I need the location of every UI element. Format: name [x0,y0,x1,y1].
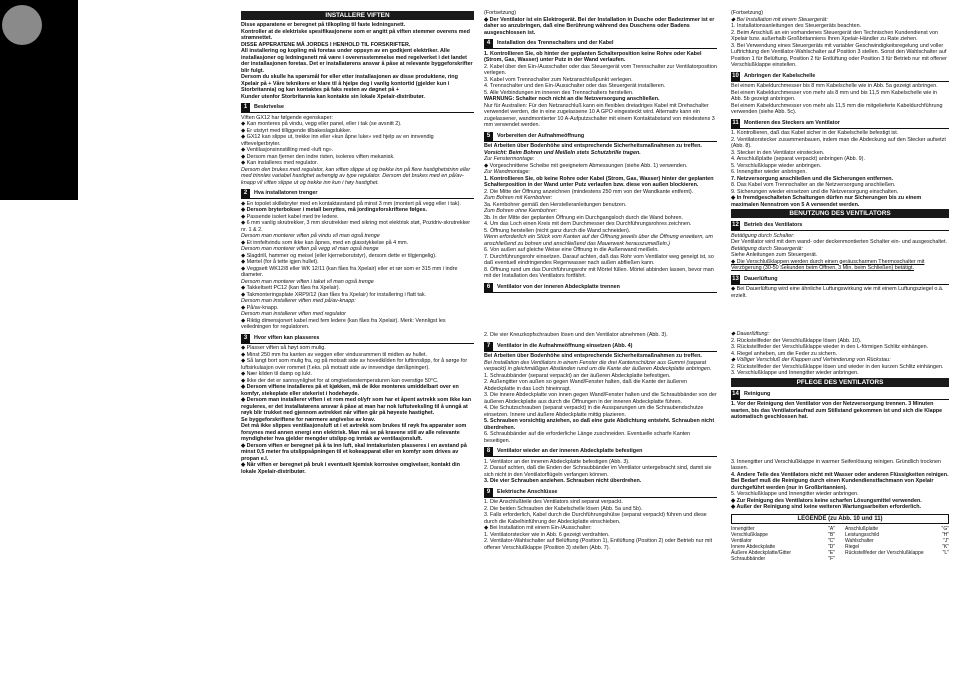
paragraph: 3. Falls erforderlich, Kabel durch die Durchführungshülse (separat verpackt) führen und diese durch die Kabelhinführung der Abdeckplatte einschieben. [484,512,707,525]
legend-key: Riegel [845,543,860,550]
paragraph: ◆ Et innfeltvindu som ikke kan åpnes, med en glasstykkelse på 4 mm. [241,239,409,246]
paragraph: ◆ Zur Reinigung des Ventilators keine scharfen Lösungsmittel verwenden. [731,497,922,504]
legend-key: Anschlußplatte [845,525,879,532]
legend-row [845,550,949,556]
section-title: Ventilator von der inneren Abdeckplatte trennen [497,283,620,290]
section-number: 5 [484,132,493,141]
section-title: Elektrische Anschlüsse [497,488,558,495]
paragraph: 6. Schraubbänder auf die erforderliche Länge zuschneiden. Eventuelle scharfe Kanten beseitigen. [484,431,691,444]
section-title: Ventilator in die Aufnahmeöffnung einsetzen (Abb. 4) [497,342,633,349]
section-number: 1 [241,103,250,112]
section-title: Hvor viften kan plasseres [254,334,320,341]
paragraph: Dersom den brukes med regulator, kan viften slippe ut og trekke inn på flere hastighetstrinn eller med trinnløs variabel hastighet avhengig av type regulator. Dersom det brukes med en på/av-knapp vil viften slippe ut og trekke inn kun i høy hastighet. [241,166,471,186]
section-number: 6 [484,283,493,292]
section-banner: INSTALLERE VIFTEN [241,11,474,20]
paragraph: 8. Öffnung rund um das Durchführungsrohr mit Mörtel füllen. Mörtel abbinden lassen, bevor man mit der Installation des Ventilators fortfährt. [484,266,714,279]
paragraph: ◆ Bei Installation mit einem Ein-/Ausschalter: [484,525,592,531]
section-heading [241,103,474,113]
section-title: Beskrivelse [254,104,284,111]
paragraph: 5. Schrauben vorsichtig anziehen, so daß eine gute Abdichtung entsteht. Schrauben nicht überdrehen. [484,418,715,431]
section-number: 13 [732,275,739,282]
paragraph: Bei einem Kabeldurchmesser von mehr als 8 mm und bis 11,5 mm Kabelschelle wie in Abb. 5b gezeigt anbringen. [731,89,938,102]
paragraph: ◆ Außer der Reinigung sind keine weiteren Wartungsarbeiten erforderlich. [731,504,922,510]
paragraph: 4. Um das Loch einen Kreis mit dem Durchmesser des Durchführungsrohres zeichnen. [484,221,692,227]
paragraph: 6. Von außen auf gleiche Weise eine Öffnung in die Außenwand meißeln. [484,247,659,253]
paragraph: Bei einem Kabeldurchmesser bis 8 mm Kabelschelle wie in Abb. 5a gezeigt anbringen. [731,83,938,89]
section-title: Montieren des Steckers am Ventilator [744,119,840,126]
paragraph: Zum Bohren mit Kernbohrer: [484,195,553,201]
paragraph: ◆ Er utstyrt med tilliggende tilbakeslagslukker. [241,127,352,134]
paragraph: 6. Innengitter wieder anbringen. [731,169,807,175]
paragraph: ◆ Bei Installation mit einem Steuergerät: [731,16,828,23]
section-heading [484,283,717,293]
paragraph: ◆ 6 mm vanlig skrutrekker, 3 mm skrutrekker med sikring mot elektrisk støt, Pozidriv-skrutrekker nr. 1 & 2. [241,220,471,233]
paragraph: ◆ Der Ventilator ist ein Elektrogerät. Bei der Installation in Dusche oder Badezimmer ist er daher so anzubringen, daß eine Berührung während des Duschens oder Badens ausgeschlossen ist. [484,16,715,36]
paragraph: 7. Durchführungsrohr einsetzen. Darauf achten, daß das Rohr vom Ventilator weg geneigt ist, so daß eventuell eindringendes Regenwasser nach außen abfließen kann. [484,253,714,266]
paragraph: ◆ Nær kilden til damp og lukt. [241,371,312,377]
section-number: 10 [732,72,739,79]
paragraph: Betätigung durch Schalter: [731,232,795,239]
section-number: 11 [732,119,739,126]
intro-para: Disse apparatene er beregnet på tilkopling til faste ledningsnett. [241,22,406,28]
paragraph: ◆ Die Verschlußklappen werden durch einen geräuscharmen Thermoschalter mit Verzögerung (30-50 Sekunden beim Öffnen, 3 Min. beim Schließen) betätigt. [731,258,925,271]
section-heading [241,334,474,344]
paragraph: ◆ Mørtel (for å tette igjen hullet). [241,259,319,265]
legend-letter: "K" [942,543,949,550]
paragraph: Wenn erforderlich ein Stück vom Kanten auf der Öffnung jeweils über die Öffnung erweitern, um anschließend zu bohren und anschließend das Mauerwerk herauszumeißeln.) [484,234,713,247]
paragraph: 2. Rückstellfeder der Verschlußklappe lösen und wieder in den kurzen Schlitz einhängen. [731,363,944,370]
paragraph: 2. Außengitter von außen so gegen Wand/Fenster halten, daß die Kante der äußeren Abdeckplatte in das Loch hineinragt. [484,379,687,392]
section-heading [484,39,717,49]
paragraph: 3b. In der Mitte der geplanten Öffnung ein Durchgangsloch durch die Wand bohren. [484,214,683,221]
paragraph: 5. Verschlußklappe und Innengitter wieder anbringen. [731,491,859,497]
section-heading [731,275,949,285]
paragraph: ◆ Völliger Verschluß der Klappen und Verhinderung von Rückstau: [731,357,891,363]
paragraph: Zur Wandmontage: [484,169,531,175]
paragraph: 3. Die innere Abdeckplatte von innen gegen Wand/Fenster halten und die Schraubbänder von der äußeren Abdeckplatte aus durch die Öffnungen in der inneren Abdeckplatte führen. [484,392,717,405]
legend-letter: "E" [828,549,835,556]
paragraph: 4. Riegel anheben, um die Feder zu sichern. [731,350,838,357]
paragraph: 1. Installationsanleitungen des Steuergeräts beachten. [731,23,862,29]
paragraph: Dersom man monterer viften i taket vil man også trenge [241,278,374,285]
paragraph: ◆ Veggsett WK12/8 eller WK 12/11 (kan fåes fra Xpelair) eller et rør som er 315 mm i indre diameter. [241,265,458,278]
section-number: 4 [484,39,493,48]
paragraph: 3. Stecker in den Ventilator einstecken. [731,149,825,156]
section-title: Betrieb des Ventilators [744,222,803,229]
paragraph: 5. Alle Verbindungen im inneren des Trennschalters herstellen. [484,89,634,96]
paragraph: ◆ Kan installeres med regulator. [241,160,318,166]
paragraph: Zum Bohren ohne Kernbohrer: [484,208,558,214]
section-banner: BENUTZUNG DES VENTILATORS [731,209,949,218]
legend-key: Wahlschalter [845,537,874,544]
legend-key: Ventilator [731,537,752,544]
paragraph: ◆ Ventilasjonsinnstilling med «luft ng». [241,147,334,153]
paragraph: ◆ Plasser viften så høyt som mulig. [241,345,326,351]
section-heading [241,189,474,199]
paragraph: 3. Innengitter und Verschlußklappe in warmer Seifenlösung reinigen. Gründlich trocknen lassen. [731,458,942,471]
intro-para: All installering og kopling må foretas under oppsyn av en godkjent elektriker. Alle installasjoner og ledningsnett må være i overensstemmelse med regelverket i det landet der installasjonen foretas. Det er installatørens ansvar å påse at relevante byggeforskrifter blir fulgt. [241,48,473,74]
paragraph: 2. Die Mitte der Öffnung anzeichnen (mindestens 250 mm von der Wandkante entfernt). [484,188,694,195]
paragraph: 1. Ventilatorstecker wie in Abb. 6 gezeigt verdrahten. [484,531,610,538]
paragraph: ◆ Dersom bryterbokser i metall benyttes, må jordingsforskriftene følges. [241,207,427,213]
section-heading [484,447,717,457]
paragraph: 1. Die Anschlußteile des Ventilators sind separat verpackt. [484,499,623,505]
paragraph: Dersom man installerer viften med på/av-knapp: [241,298,356,304]
paragraph: ◆ Dauerlüftung: [731,331,770,337]
paragraph: 3. Verschlußklappe und Innengitter wieder anbringen. [731,370,859,376]
paragraph: 2. Darauf achten, daß die Enden der Schraubbänder im Ventilator untergebracht sind, damit sie sich nicht in den Ventilatorflügeln verfangen können. [484,465,712,478]
section-heading [731,119,949,129]
section-banner: PFLEGE DES VENTILATORS [731,378,949,387]
legend-column-left [731,526,835,562]
legend-key: Innere Abdeckplatte [731,543,776,550]
paragraph: ◆ Bei Dauerlüftung wird eine ähnliche Luftungswirkung wie mit einem Luftungsziegel o.ä. erzielt. [731,286,944,299]
section-number: 9 [484,488,493,497]
section-number: 8 [484,447,493,456]
paragraph: 2. Die beiden Schrauben der Kabelschelle lösen (Abb. 5a und 5b). [484,505,643,512]
paragraph: ◆ Minst 250 mm fra kanten av veggen eller vindusrammen til midten av hullet. [241,351,428,358]
section-number: 2 [241,189,250,198]
legend-letter: "F" [828,555,835,562]
paragraph: 9. Sicherungen wieder einsetzen und die Netzversorgung einschalten. [731,188,899,195]
paragraph: Siehe Anleitungen zum Steuergerät. [731,252,818,258]
section-heading [731,221,949,231]
legend-column-right [845,526,949,562]
section-heading [484,488,717,498]
section-title: Dauerlüftung [744,275,778,282]
paragraph: Det må ikke slippes ventilasjonsluft ut i et avtrekk som brukes til røyk fra apparater som forsynes med annen energi enn elektrisk. Man må se på kravene still av alle relevante myndigheter hva gjelder mengder utslipp og inntak av ventilasjonsluft. [241,423,467,442]
paragraph: 5. Öffnung herstellen (nicht ganz durch die Wand schneiden). [484,227,631,234]
section-title: Ventilator wieder an der inneren Abdeckplatte befestigen [497,448,643,455]
paragraph: 4. Anschlußplatte (separat verpackt) anbringen (Abb. 9). [731,156,865,162]
legend-key: Rückstellfeder der Verschlußklappe [845,549,924,556]
paragraph: Dersom man installerer viften med regulator [241,311,346,317]
section-number: 12 [732,222,739,228]
legend-letter: "B" [828,531,835,538]
paragraph: ◆ Passende isolert kabel med tre ledere. [241,213,339,220]
section-title: Hva installatoren trenger [254,190,318,197]
legend-key: Äußere Abdeckplatte/Gitter [731,549,792,556]
paragraph: 4. Die Schutzschrauben (separat verpackt) in die Aussparungen um die Schraubendschutze einsetzen. Innere und äußere Abdeckplatte mittig plazieren. [484,405,704,418]
paragraph: 2. Ventilator-Wahlschalter auf Belüftung (Position 1), Entlüftung (Position 2) oder Betrieb nur mit offener Verschlußklappe (Position 3) stellen (Abb. 7). [484,538,713,551]
paragraph: ◆ Vorgeschnittene Scheibe mit geeignetem Abmessungen (siehe Abb. 1) verwenden. [484,162,688,169]
paragraph: 1. Ventilator an der inneren Abdeckplatte befestigen (Abb. 3). [484,458,630,465]
section-number: 3 [241,334,250,343]
legend-key: Innengitter [731,525,755,532]
figure-space [731,299,949,331]
intro-para: Kontroller at de elektriske spesifikasjonene som er angitt på viften stemmer overens med strømnettet. [241,28,470,41]
legend-letter: "H" [941,531,949,538]
section-heading [484,342,717,352]
legend-title: LEGENDE (zu Abb. 10 und 11) [731,514,949,524]
paragraph: ◆ Takkeltsett PC12 (kan fåes fra Xpelair). [241,285,341,291]
legend-letter: "C" [827,537,835,544]
paragraph: Bei Installation des Ventilators in einem Fenster die drei Kantenschützer aus Gummi (separat verpackt) in gleichmäßigen Abständen rund um die Kante der äußeren Abdeckplatte anbringen. [484,359,712,372]
paragraph: 3. Kabel vom Trennschalter zum Netzanschlußpunkt verlegen. [484,76,633,83]
paragraph: 1. Vor der Reinigung den Ventilator von der Netzversorgung trennen. 3 Minuten warten, bis das Ventilatorlaufrad zum Stillstand gekommen ist und sich die Klappe automatisch geschlossen hat. [731,401,943,420]
legend-key: Schraubbänder [731,555,766,562]
paragraph: Der Ventilator wird mit dem wand- oder deckenmontierten Schalter ein- und ausgeschaltet. [731,239,948,245]
section-title: Vorbereiten der Aufnahmeöffnung [497,132,585,139]
continuation-label: (Fortsetzung) [731,10,764,16]
paragraph: ◆ Dersom man installerer viften i et rom med ol/yfr som har et åpent avtrekk som ikke kan reguleres, er det installatørens ansvar å påse at man har nok luftutveksling til å unngå at røyk blir trukket ned gjennom avtrekket når viften går på høyeste hastighet. [241,397,472,416]
paragraph: ◆ Når viften er beregnet på bruk i eventuelt kjemisk korrosive omgivelser, kontakt din lokale Xpelair-distributør. [241,462,460,475]
paragraph: Bei einem Kabeldurchmesser von mehr als 11,5 mm die mitgelieferte Kabeldurchführung verwenden (siehe Abb. 5c). [731,102,943,115]
paragraph: 2. Rückstellfeder der Verschlußklappe lösen (Abb. 10). [731,337,862,344]
paragraph: 3. Bei Verwendung eines Steuergeräts mit variabler Geschwindigkeitsregelung und voller Luftrichtung den Ventilator-Wahlschalter auf Position 3 stellen. Sonst den Wahlschalter auf Position 1 für Belüftung, Position 2 für Entlüftung oder Position 3 für Betrieb nur mit offener Verschlußklappe einstellen. [731,42,947,68]
paragraph: WARNUNG: Schalter noch nicht an die Netzversorgung anschließen. [484,96,660,102]
paragraph: 2. Kabel über den Ein-/Ausschalter oder das Steuergerät vom Trennschalter zur Ventilatorposition verlegen. [484,63,717,76]
legend-letter: "G" [941,525,949,532]
paragraph: 2. Beim Anschluß an ein vorhandenes Steuergerät den Technischen Kundendienst von Xpelair bzw. außerhalb Großbritanniens Ihren Xpelair-Händler zu Rate ziehen. [731,29,938,42]
paragraph: 1. Kontrollieren, daß das Kabel sicher in der Kabelschelle befestigt ist. [731,130,899,136]
paragraph: 2. Ventilatorstecker zusammenbauen, indem man die Abdeckung auf den Stecker aufsetzt (Abb. 8). [731,136,946,149]
column-1 [241,10,474,672]
column-3 [731,10,949,672]
section-title: Installation des Trennschalters und der Kabel [497,40,614,47]
paragraph: 3. Rückstellfeder der Verschlußklappe wieder in den L-förmigen Schlitz einhängen. [731,344,929,350]
paragraph: Viften GX12 har følgende egenskaper: [241,114,333,121]
intro-para: DISSE APPERATENE MÅ JORDES I HENHOLD TIL FORSKRIFTER. [241,41,411,48]
paragraph: Dersom man monterer viften på vegg vil man også trenge [241,246,379,252]
paragraph: ◆ Dersom man fjerner den indre risten, isoleres viften mekanisk. [241,153,395,160]
legend-row [731,556,835,562]
paragraph: 1. Schraubbänder (separat verpackt) an der äußeren Abdeckplatte befestigen. [484,372,671,379]
black-corner-tab [0,0,78,200]
section-heading [731,72,949,82]
section-title: Anbringen der Kabelschelle [744,72,816,79]
paragraph: 5. Verschlußklappe wieder anbringen. [731,162,822,169]
intro-para: Dersom du skulle ha spørsmål for eller etter installasjonen av disse produktene, ring Xpelair på + Våre teknikere er klare til å hjelpe deg i vanlig kontortid (gjelder kun i Storbritannia) og kan kontaktes på faks resten av døgnet på + [241,74,458,93]
paragraph: 3. Die vier Schrauben anziehen. Schrauben nicht überdrehen. [484,478,642,484]
paragraph: ◆ Dersom viften er beregnet på å ta inn luft, skal inntaksristen plasseres i en avstand på minst 0,5 meter fra utslippsåpningen til et kokeapparat eller en komfyr som drives av propan e.l. [241,442,467,462]
paragraph: ◆ In fremdgeschalteten Schaltungen dürfen nur Sicherungen bis zu einem maximalen Nennstrom von 5 A verwendet werden. [731,195,922,208]
paragraph: Se byggeforskriftene for nærmere angivelse av krav. [241,416,376,423]
paragraph: ◆ En topolet skillebryter med en kontaktavstand på minst 3 mm (montert på vegg eller i tak). [241,200,461,207]
figure-space [731,421,949,459]
section-number: 14 [732,390,739,397]
section-heading [731,390,949,400]
paragraph: ◆ Ikke der det er sannsynlighet for at omgivelsestemperaturen kan overstige 50°C. [241,377,439,384]
paragraph: 1. Kontrollieren Sie, ob hinter der geplanten Schalterposition keine Rohre oder Kabel (Strom, Gas, Wasser) unter Putz in der Wand verlaufen. [484,50,702,63]
paragraph: ◆ Takmonteringsplate XRP9/12 (kan fåes fra Xpelair) for installering i flatt tak. [241,291,427,298]
legend-letter: "L" [942,549,949,556]
legend-key: Leistungsschild [845,531,880,538]
paragraph: ◆ På/av-knapp. [241,304,279,311]
paragraph: 4. Trennschalter und den Ein-/Ausschalter oder das Steuergerät installieren. [484,83,666,89]
legend-key: Verschlußklappe [731,531,768,538]
legend-letter: "D" [827,543,835,550]
intro-block [241,22,474,100]
paragraph: ◆ Slagdrill, hammer og meisel (eller kjerneborutstyr), dersom dette er tilgjengelig). [241,252,437,259]
section-number: 7 [484,342,493,351]
legend-letter: "A" [828,525,835,532]
paragraph: Vorsicht: Beim Bohren und Meißeln stets Schutzbrille tragen. [484,149,641,156]
paragraph: Bei Arbeiten über Bodenhöhe sind entsprechende Sicherheitsmaßnahmen zu treffen. [484,353,702,359]
legend-letter: "J" [942,537,949,544]
paragraph: 2. Die vier Kreuzkopfschrauben lösen und den Ventilator abnehmen (Abb. 3). [484,332,668,338]
paragraph: Bei Arbeiten über Bodenhöhe sind entsprechende Sicherheitsmaßnahmen zu treffen. [484,143,702,149]
paragraph: Zur Fenstermontage: [484,156,535,162]
paragraph: 3a. Kernbohrer gemäß den Herstelleranleitungen benutzen. [484,201,627,208]
legend-table [731,526,949,562]
column-2 [484,10,717,672]
continuation-label: (Fortsetzung) [484,10,517,16]
section-heading [484,132,717,142]
paragraph: Nur für Australien: Für den Netzanschluß kann ein flexibles dreiadriges Kabel mit Drehschalter verwendet werden, die in eine zugelassene 10 A GPO eingesteckt wird. Alternativ kann ein zugelassener, wandmontierter 10 A-Aufputzschalter mit einem Kontaktabstand von mindestens 3 mm verwendet werden. [484,102,715,128]
section-title: Reinigung [744,390,771,397]
paragraph: 4. Andere Teile des Ventilators nicht mit Wasser oder anderen Flüssigkeiten reinigen. Bei Bedarf muß die Reinigung durch einen Kundendienstfachmann von Xpelair durchgeführt werden (nur in Großbritannien). [731,471,949,491]
paragraph: ◆ Kan monteres på vindu, vegg eller panel, eller i tak (se avsnitt 2). [241,121,402,127]
language-marker-circle [2,5,42,45]
paragraph: ◆ Så langt bort som mulig fra, og på motsatt side av hovedkilden for luftinnslipp, for å sørge for luftsirkulasjon over rommet (f.eks. på motsatt side av innvendige dør/åpninger). [241,358,468,371]
intro-para: Kunder utenfor Storbritannia kan kontakte sin lokale Xpelair-distributør. [241,93,425,100]
paragraph: ◆ Dersom viftene installeres på et kjøkken, må de ikke monteres umiddelbart over en komfyr, stekeplate eller stekerist i hodehøyde. [241,384,459,397]
figure-space [484,294,717,332]
paragraph: ◆ Riktig dimensjonert kabel med fem ledere (kan fåes fra Xpelair). Merk: Vennligst les veiledningen for regulatoren. [241,317,446,330]
paragraph: 8. Das Kabel vom Trennschalter an die Netzversorgung anschließen. [731,182,896,188]
paragraph: Dersom man monterer viften på vindu vil man også trenge [241,233,380,239]
paragraph: Betätigung durch Steuergerät: [731,245,803,252]
paragraph: ◆ GX12 kan slippe ut, trekke inn eller «kun åpne luke» ved hjelp av en innvendig viftevelgerbryter. [241,134,434,147]
paragraph: 1. Kontrollieren Sie, ob keine Rohre oder Kabel (Strom, Gas, Wasser) hinter der geplanten Schalterposition in der Wand unter Putz verlaufen bzw. diese von außen blockieren. [484,175,714,188]
paragraph: 7. Netzversorgung anschließen und die Sicherungen entfernen. [731,175,894,182]
